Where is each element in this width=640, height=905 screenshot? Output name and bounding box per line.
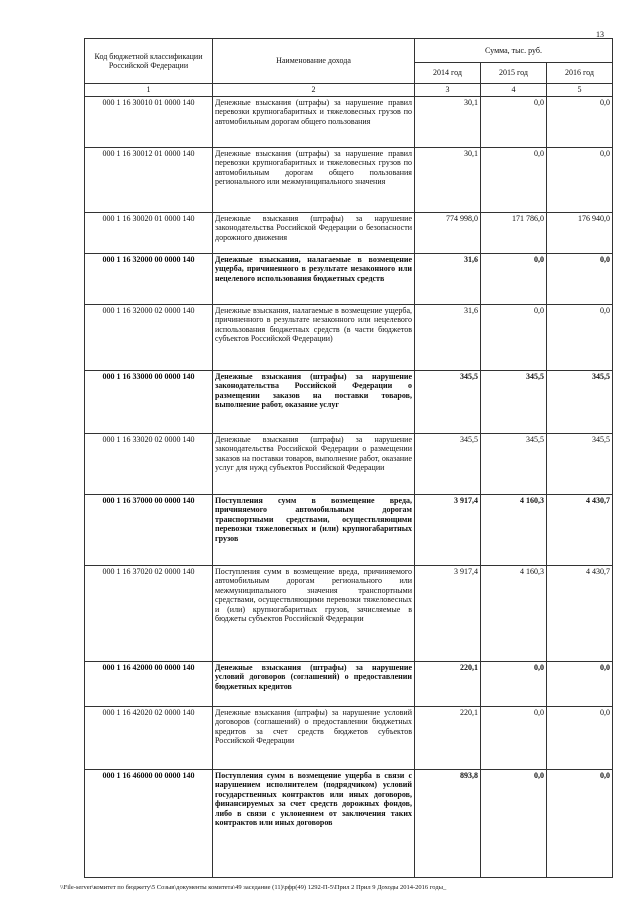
value-2014: 220,1 [415, 661, 481, 706]
row-code: 000 1 16 32000 00 0000 140 [85, 253, 213, 304]
value-2016: 0,0 [547, 253, 613, 304]
value-2015: 0,0 [481, 304, 547, 370]
row-code: 000 1 16 33000 00 0000 140 [85, 370, 213, 433]
value-2016: 0,0 [547, 661, 613, 706]
value-2015: 0,0 [481, 253, 547, 304]
row-name: Денежные взыскания (штрафы) за нарушение условий договоров (соглашений) о предоставлении бюджетных кредитов за счет средств бюджетов субъектов Российской Федерации [213, 706, 415, 769]
row-code: 000 1 16 30010 01 0000 140 [85, 96, 213, 147]
value-2016: 4 430,7 [547, 565, 613, 661]
value-2016: 176 940,0 [547, 212, 613, 253]
table-row [85, 494, 613, 565]
value-2015: 0,0 [481, 769, 547, 877]
value-2014: 30,1 [415, 96, 481, 147]
row-name: Денежные взыскания (штрафы) за нарушение условий договоров (соглашений) о предоставлении бюджетных кредитов [213, 661, 415, 706]
value-2014: 3 917,4 [415, 494, 481, 565]
value-2014: 345,5 [415, 370, 481, 433]
table-row [85, 304, 613, 370]
table-row [85, 147, 613, 212]
table-row [85, 433, 613, 494]
row-code: 000 1 16 37000 00 0000 140 [85, 494, 213, 565]
row-code: 000 1 16 42000 00 0000 140 [85, 661, 213, 706]
value-2014: 31,6 [415, 304, 481, 370]
row-name: Поступления сумм в возмещение вреда, причиняемого автомобильным дорогам регионального или межмуниципального значения транспортными средствами, осуществляющими перевозки тяжеловесных и (или) крупногабаритных грузов, зачисляемые в бюджеты субъектов Российской Федерации [213, 565, 415, 661]
row-name: Поступления сумм в возмещение вреда, причиняемого автомобильным дорогам транспортными средствами, осуществляющими перевозки тяжеловесных и (или) крупногабаритных грузов [213, 494, 415, 565]
file-path-footer: \\File-server\комитет по бюджету\5 Созыв\документы комитета\49 заседание (11)\рфр(49) 1292-П-5\Прил 2 Прил 9 Доходы 2014-2016 годы_ [60, 884, 447, 891]
row-name: Денежные взыскания (штрафы) за нарушение законодательства Российской Федерации о безопасности дорожного движения [213, 212, 415, 253]
value-2014: 774 998,0 [415, 212, 481, 253]
value-2016: 345,5 [547, 433, 613, 494]
value-2015: 4 160,3 [481, 494, 547, 565]
row-code: 000 1 16 46000 00 0000 140 [85, 769, 213, 877]
col-number-3: 3 [415, 84, 481, 97]
value-2016: 0,0 [547, 96, 613, 147]
header-year-2015: 2015 год [481, 62, 547, 83]
revenue-table [84, 38, 613, 878]
row-code: 000 1 16 33020 02 0000 140 [85, 433, 213, 494]
row-code: 000 1 16 30012 01 0000 140 [85, 147, 213, 212]
header-code: Код бюджетной классификации Российской Федерации [85, 39, 213, 84]
row-code: 000 1 16 42020 02 0000 140 [85, 706, 213, 769]
value-2014: 345,5 [415, 433, 481, 494]
value-2015: 345,5 [481, 433, 547, 494]
row-name: Денежные взыскания (штрафы) за нарушение законодательства Российской Федерации о размещении заказов на поставки товаров, выполнение работ, оказание услуг [213, 370, 415, 433]
value-2016: 0,0 [547, 304, 613, 370]
value-2015: 4 160,3 [481, 565, 547, 661]
table-row [85, 370, 613, 433]
value-2014: 220,1 [415, 706, 481, 769]
col-number-1: 1 [85, 84, 213, 97]
header-year-2014: 2014 год [415, 62, 481, 83]
value-2016: 0,0 [547, 769, 613, 877]
row-name: Денежные взыскания (штрафы) за нарушение правил перевозки крупногабаритных и тяжеловесных грузов по автомобильным дорогам общего пользования регионального или межмуниципального значения [213, 147, 415, 212]
col-number-4: 4 [481, 84, 547, 97]
value-2015: 0,0 [481, 147, 547, 212]
table-row [85, 661, 613, 706]
value-2014: 30,1 [415, 147, 481, 212]
table-row [85, 212, 613, 253]
table-row [85, 253, 613, 304]
value-2015: 345,5 [481, 370, 547, 433]
value-2015: 0,0 [481, 661, 547, 706]
table-row [85, 96, 613, 147]
row-name: Денежные взыскания (штрафы) за нарушение правил перевозки крупногабаритных и тяжеловесных грузов по автомобильным дорогам общего пользования [213, 96, 415, 147]
value-2015: 171 786,0 [481, 212, 547, 253]
header-year-2016: 2016 год [547, 62, 613, 83]
col-number-5: 5 [547, 84, 613, 97]
row-name: Денежные взыскания, налагаемые в возмещение ущерба, причиненного в результате незаконного или нецелевого использования бюджетных средств [213, 253, 415, 304]
row-code: 000 1 16 30020 01 0000 140 [85, 212, 213, 253]
header-sum: Сумма, тыс. руб. [415, 39, 613, 63]
row-name: Поступления сумм в возмещение ущерба в связи с нарушением исполнителем (подрядчиком) условий государственных контрактов или иных договоров, финансируемых за счет средств дорожных фондов, либо в связи с уклонением от заключения таких контрактов или иных договоров [213, 769, 415, 877]
value-2014: 3 917,4 [415, 565, 481, 661]
row-code: 000 1 16 32000 02 0000 140 [85, 304, 213, 370]
row-code: 000 1 16 37020 02 0000 140 [85, 565, 213, 661]
value-2016: 4 430,7 [547, 494, 613, 565]
header-name: Наименование дохода [213, 39, 415, 84]
value-2014: 893,8 [415, 769, 481, 877]
table-row [85, 706, 613, 769]
table-row [85, 565, 613, 661]
table-row [85, 769, 613, 877]
col-number-2: 2 [213, 84, 415, 97]
value-2016: 0,0 [547, 147, 613, 212]
row-name: Денежные взыскания, налагаемые в возмещение ущерба, причиненного в результате незаконного или нецелевого использования бюджетных средств (в части бюджетов субъектов Российской Федерации) [213, 304, 415, 370]
value-2016: 0,0 [547, 706, 613, 769]
value-2015: 0,0 [481, 96, 547, 147]
value-2016: 345,5 [547, 370, 613, 433]
value-2014: 31,6 [415, 253, 481, 304]
row-name: Денежные взыскания (штрафы) за нарушение законодательства Российской Федерации о размещении заказов на поставки товаров, выполнение работ, оказание услуг для нужд субъектов Российской Федерации [213, 433, 415, 494]
value-2015: 0,0 [481, 706, 547, 769]
page-number: 13 [596, 30, 604, 39]
